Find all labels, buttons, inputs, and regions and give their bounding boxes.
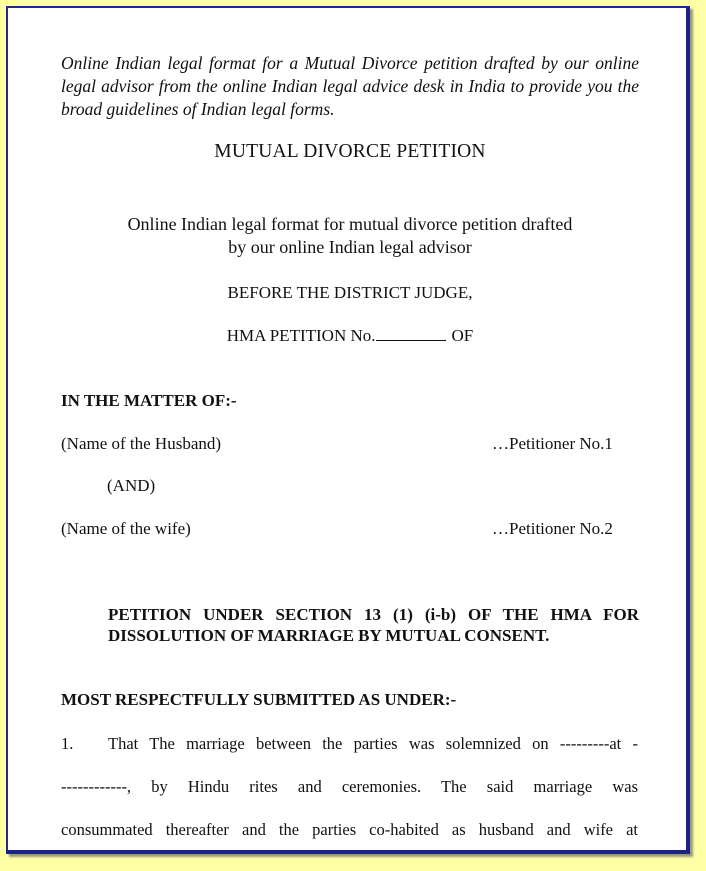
- document-title: MUTUAL DIVORCE PETITION: [214, 141, 486, 162]
- wife-name-label: (Name of the wife): [61, 519, 191, 538]
- petitioner-1-label: …Petitioner No.1: [492, 434, 613, 453]
- hma-suffix: OF: [451, 326, 474, 345]
- subtitle-line-1: Online Indian legal format for mutual divorce petition drafted: [127, 214, 573, 234]
- court-heading: BEFORE THE DISTRICT JUDGE,: [227, 283, 473, 302]
- subtitle-line-2: by our online Indian legal advisor: [228, 237, 472, 257]
- subtitle: [8, 213, 692, 259]
- petition-heading: PETITION UNDER SECTION 13 (1) (i-b) OF THE HMA FOR DISSOLUTION OF MARRIAGE BY MUTUAL CONSENT.: [108, 605, 639, 645]
- hma-prefix: HMA PETITION No.: [226, 326, 376, 345]
- intro-paragraph: Online Indian legal format for a Mutual Divorce petition drafted by our online legal advisor from the online Indian legal advice desk in India to provide you the broad guidelines of Indian legal forms.: [61, 53, 639, 119]
- petition-number-blank: [376, 326, 446, 341]
- petitioner-2-label: …Petitioner No.2: [492, 519, 613, 538]
- paragraph-number: 1.: [61, 734, 74, 753]
- paragraph-1-line-1: That The marriage between the parties was solemnized on ---------at -: [108, 734, 638, 753]
- husband-name-label: (Name of the Husband): [61, 434, 222, 453]
- paragraph-1-line-2: ------------, by Hindu rites and ceremonies. The said marriage was: [61, 777, 638, 796]
- hma-petition-line: [8, 326, 692, 346]
- document-page: [6, 6, 690, 854]
- and-label: (AND): [107, 476, 156, 495]
- paragraph-1-line-3: consummated thereafter and the parties co-habited as husband and wife at: [61, 820, 638, 839]
- submitted-heading: MOST RESPECTFULLY SUBMITTED AS UNDER:-: [61, 690, 457, 709]
- matter-heading: IN THE MATTER OF:-: [61, 391, 237, 410]
